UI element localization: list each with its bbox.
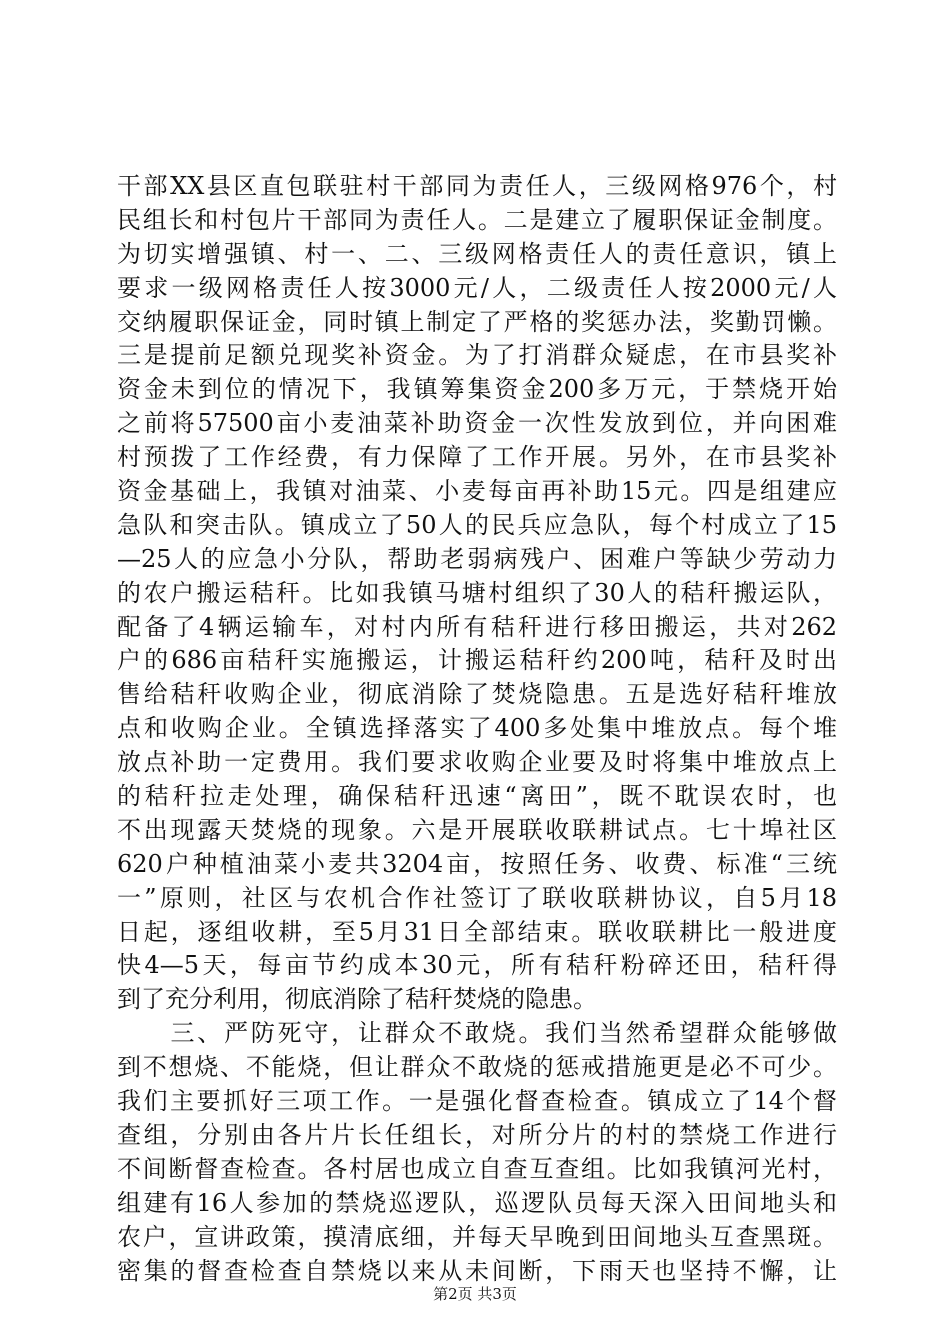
text-line: 一”原则，社区与农机合作社签订了联收联耕协议，自5月18 <box>117 883 837 912</box>
text-line: 农户，宣讲政策，摸清底细，并每天早晚到田间地头互查黑斑。 <box>117 1222 837 1251</box>
text-line: 为切实增强镇、村一、二、三级网格责任人的责任意识，镇上 <box>117 239 837 268</box>
text-line: 要求一级网格责任人按3000元/人，二级责任人按2000元/人 <box>117 273 837 302</box>
text-line: 三是提前足额兑现奖补资金。为了打消群众疑虑，在市县奖补 <box>117 341 837 370</box>
text-line: 组建有16人参加的禁烧巡逻队，巡逻队员每天深入田间地头和 <box>117 1188 837 1217</box>
text-line: 快4—5天，每亩节约成本30元，所有秸秆粉碎还田，秸秆得 <box>117 951 837 980</box>
text-line: 售给秸秆收购企业，彻底消除了焚烧隐患。五是选好秸秆堆放 <box>117 680 837 709</box>
text-line: 户的686亩秸秆实施搬运，计搬运秸秆约200吨，秸秆及时出 <box>117 646 837 675</box>
body-text <box>117 170 837 1288</box>
text-line: 的秸秆拉走处理，确保秸秆迅速“离田”，既不耽误农时，也 <box>117 782 837 811</box>
text-line: 村预拨了工作经费，有力保障了工作开展。另外，在市县奖补 <box>117 443 837 472</box>
text-line: 资金基础上，我镇对油菜、小麦每亩再补助15元。四是组建应 <box>117 477 837 506</box>
text-line: 交纳履职保证金，同时镇上制定了严格的奖惩办法，奖勤罚懒。 <box>117 307 837 336</box>
text-line: 急队和突击队。镇成立了50人的民兵应急队，每个村成立了15 <box>117 510 837 539</box>
text-line: 日起，逐组收耕，至5月31日全部结束。联收联耕比一般进度 <box>117 917 837 946</box>
text-line: 资金未到位的情况下，我镇筹集资金200多万元，于禁烧开始 <box>117 375 837 404</box>
page-footer: 第2页 共3页 <box>433 1285 517 1303</box>
text-line: 点和收购企业。全镇选择落实了400多处集中堆放点。每个堆 <box>117 714 837 743</box>
text-line: 的农户搬运秸秆。比如我镇马塘村组织了30人的秸秆搬运队， <box>117 578 837 607</box>
text-line: 620户种植油菜小麦共3204亩，按照任务、收费、标准“三统 <box>117 849 837 878</box>
text-line: 密集的督查检查自禁烧以来从未间断，下雨天也坚持不懈，让 <box>117 1256 837 1285</box>
text-line: 不间断督查检查。各村居也成立自查互查组。比如我镇河光村， <box>117 1154 837 1183</box>
text-line: 干部XX县区直包联驻村干部同为责任人，三级网格976个，村 <box>117 172 837 200</box>
text-line: 配备了4辆运输车，对村内所有秸秆进行移田搬运，共对262 <box>117 612 837 641</box>
text-line: 到了充分利用，彻底消除了秸秆焚烧的隐患。 <box>117 985 597 1014</box>
text-line: 查组，分别由各片片长任组长，对所分片的村的禁烧工作进行 <box>117 1120 837 1149</box>
text-line: 三、严防死守，让群众不敢烧。我们当然希望群众能够做 <box>117 1019 837 1048</box>
text-line: 民组长和村包片干部同为责任人。二是建立了履职保证金制度。 <box>117 205 837 234</box>
text-line: 放点补助一定费用。我们要求收购企业要及时将集中堆放点上 <box>117 748 837 777</box>
text-line: 之前将57500亩小麦油菜补助资金一次性发放到位，并向困难 <box>117 409 837 438</box>
text-line: 不出现露天焚烧的现象。六是开展联收联耕试点。七十埠社区 <box>117 815 837 844</box>
text-line: 我们主要抓好三项工作。一是强化督查检查。镇成立了14个督 <box>117 1087 837 1116</box>
text-line: 到不想烧、不能烧，但让群众不敢烧的惩戒措施更是必不可少。 <box>117 1053 837 1082</box>
text-line: —25人的应急小分队，帮助老弱病残户、困难户等缺少劳动力 <box>117 544 837 573</box>
